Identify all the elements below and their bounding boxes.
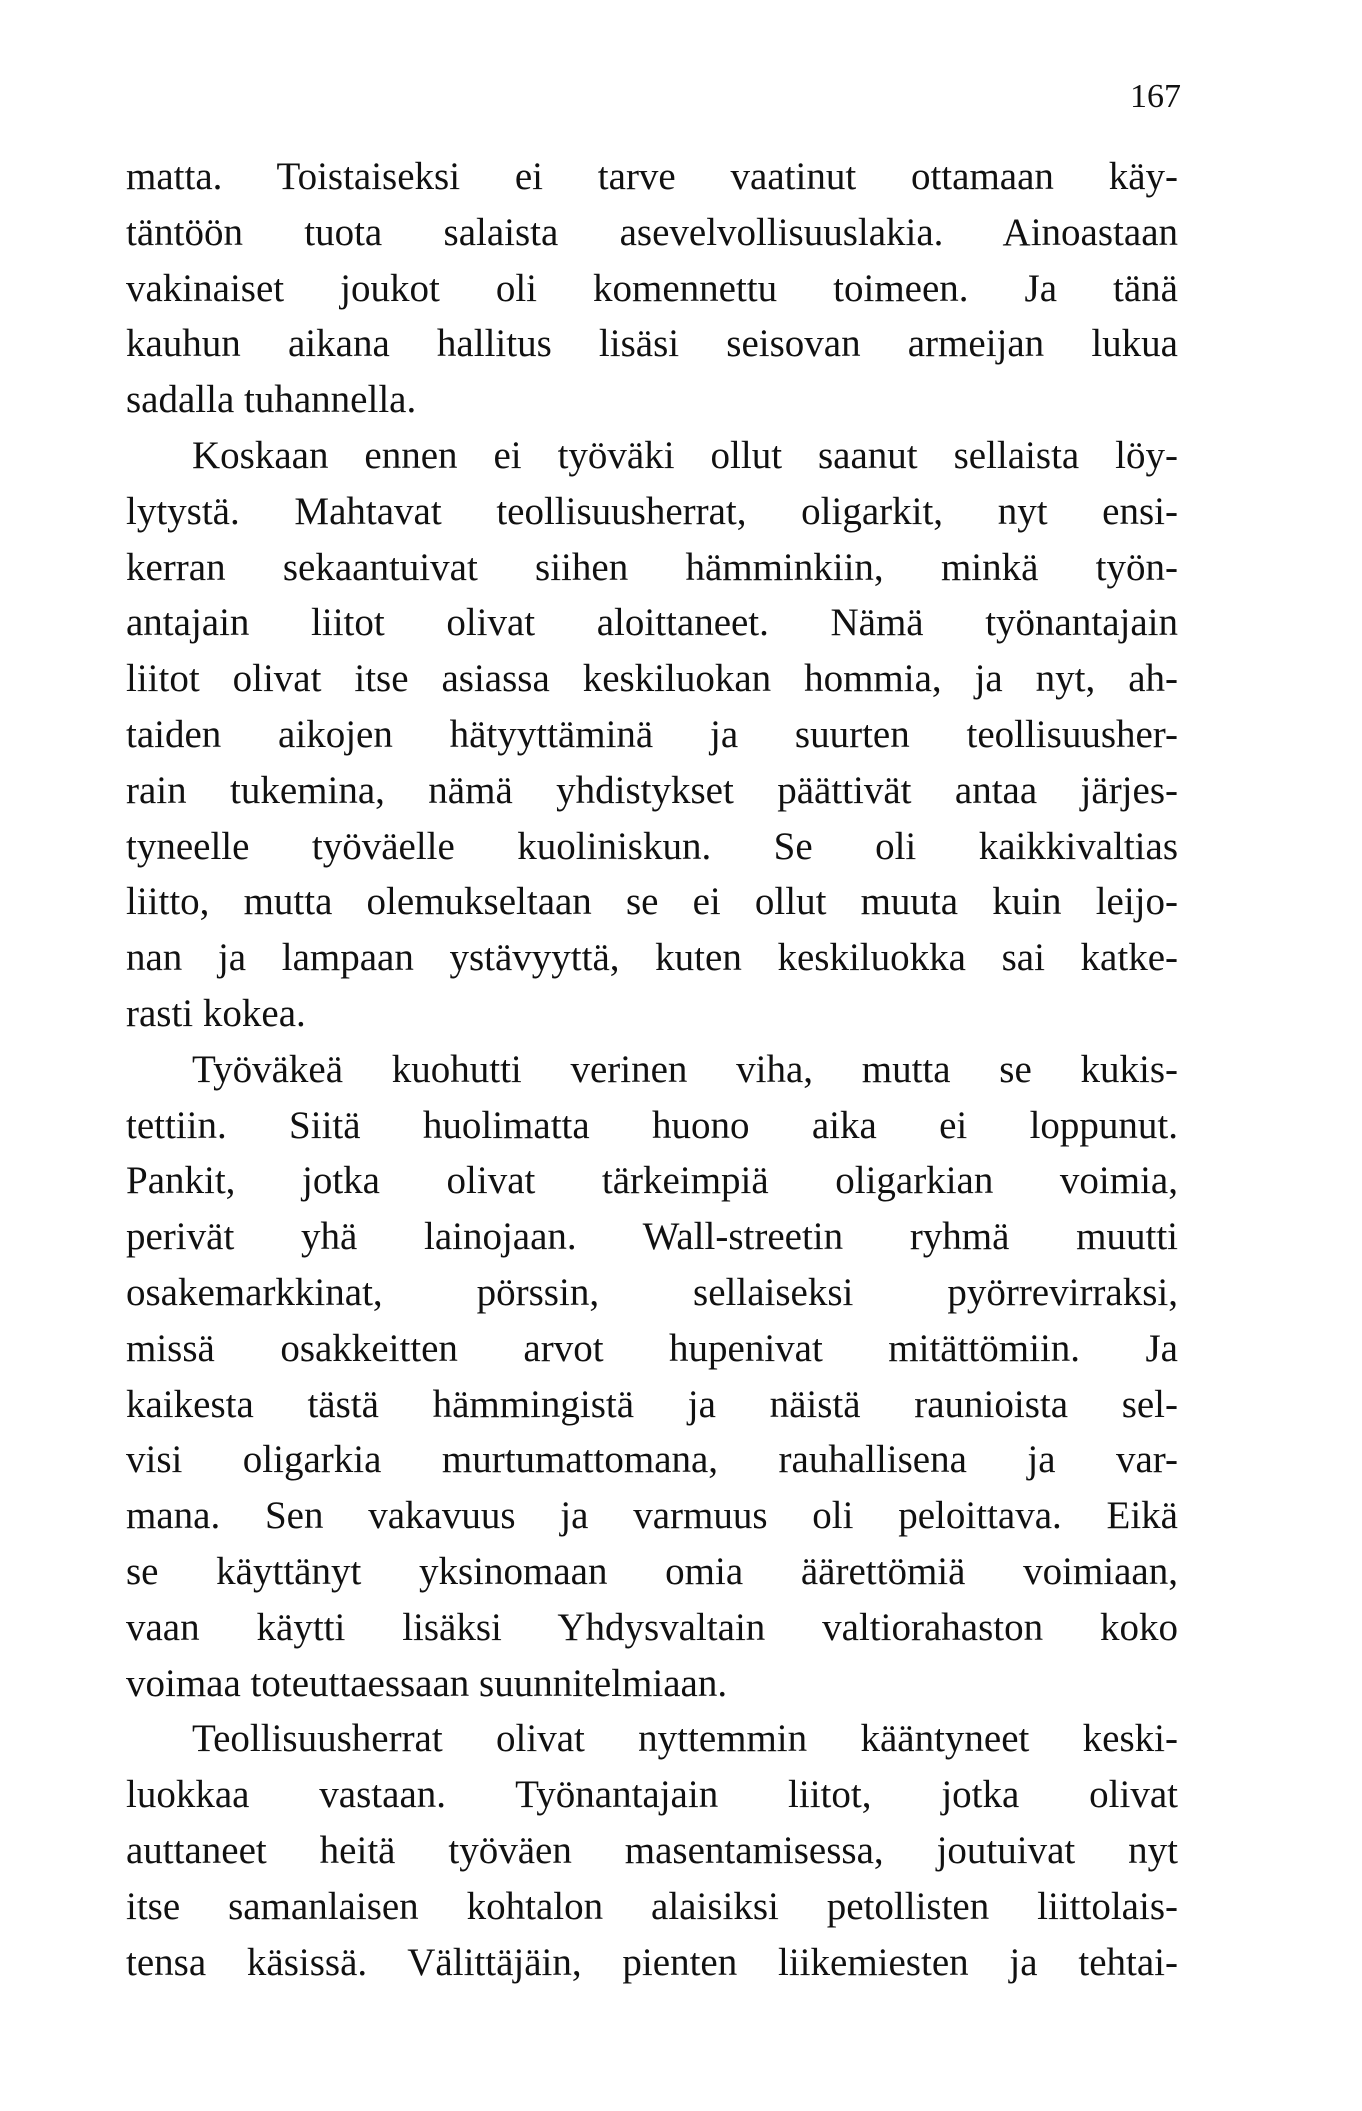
text-line: tensa käsissä. Välittäjäin, pienten liikemiesten ja tehtai- [126,1940,1178,1984]
text-line: se käyttänyt yksinomaan omia äärettömiä voimiaan, [126,1549,1178,1593]
text-line: täntöön tuota salaista asevelvollisuuslakia. Ainoastaan [126,210,1178,254]
text-line: taiden aikojen hätyyttäminä ja suurten teollisuusher- [126,712,1178,756]
text-line: mana. Sen vakavuus ja varmuus oli peloittava. Eikä [126,1494,1178,1538]
text-line: perivät yhä lainojaan. Wall-streetin ryhmä muutti [126,1215,1178,1259]
paragraph [126,1042,1178,1712]
text-line: osakemarkkinat, pörssin, sellaiseksi pyörrevirraksi, [126,1270,1178,1314]
text-line: tyneelle työväelle kuoliniskun. Se oli kaikkivaltias [126,824,1178,868]
text-line: Pankit, jotka olivat tärkeimpiä oligarkian voimia, [126,1159,1178,1203]
text-line: kauhun aikana hallitus lisäsi seisovan armeijan lukua [126,322,1178,366]
text-line: voimaa toteuttaessaan suunnitelmiaan. [126,1661,728,1705]
text-line: matta. Toistaiseksi ei tarve vaatinut ottamaan käy- [126,155,1178,198]
text-line: Työväkeä kuohutti verinen viha, mutta se kukis- [192,1047,1178,1091]
text-line: liitot olivat itse asiassa keskiluokan hommia, ja nyt, ah- [126,657,1178,701]
text-line: nan ja lampaan ystävyyttä, kuten keskiluokka sai katke- [126,936,1178,980]
text-line: Teollisuusherrat olivat nyttemmin kääntyneet keski- [192,1717,1178,1761]
text-line: Koskaan ennen ei työväki ollut saanut sellaista löy- [192,433,1178,477]
text-line: luokkaa vastaan. Työnantajain liitot, jotka olivat [126,1773,1178,1817]
paragraph [126,1711,1178,1990]
text-line: vaan käytti lisäksi Yhdysvaltain valtiorahaston koko [126,1605,1178,1649]
text-line: rain tukemina, nämä yhdistykset päättivät antaa järjes- [126,768,1178,812]
text-line: rasti kokea. [126,991,306,1035]
text-line: kaikesta tästä hämmingistä ja näistä raunioista sel- [126,1382,1178,1426]
text-line: visi oligarkia murtumattomana, rauhallisena ja var- [126,1438,1178,1482]
text-line: missä osakkeitten arvot hupenivat mitättömiin. Ja [126,1326,1178,1370]
text-line: vakinaiset joukot oli komennettu toimeen. Ja tänä [126,266,1178,310]
body-text [126,149,1178,1990]
text-line: antajain liitot olivat aloittaneet. Nämä työnantajain [126,601,1178,645]
text-line: lytystä. Mahtavat teollisuusherrat, oligarkit, nyt ensi- [126,489,1178,533]
page-number: 167 [1130,78,1181,115]
text-line: kerran sekaantuivat siihen hämminkiin, minkä työn- [126,545,1178,589]
paragraph [126,149,1178,428]
text-line: liitto, mutta olemukseltaan se ei ollut muuta kuin leijo- [126,880,1178,924]
text-line: sadalla tuhannella. [126,378,417,422]
text-line: tettiin. Siitä huolimatta huono aika ei loppunut. [126,1103,1178,1147]
text-line: itse samanlaisen kohtalon alaisiksi petollisten liittolais- [126,1884,1178,1928]
text-line: auttaneet heitä työväen masentamisessa, joutuivat nyt [126,1828,1178,1872]
paragraph [126,428,1178,1042]
